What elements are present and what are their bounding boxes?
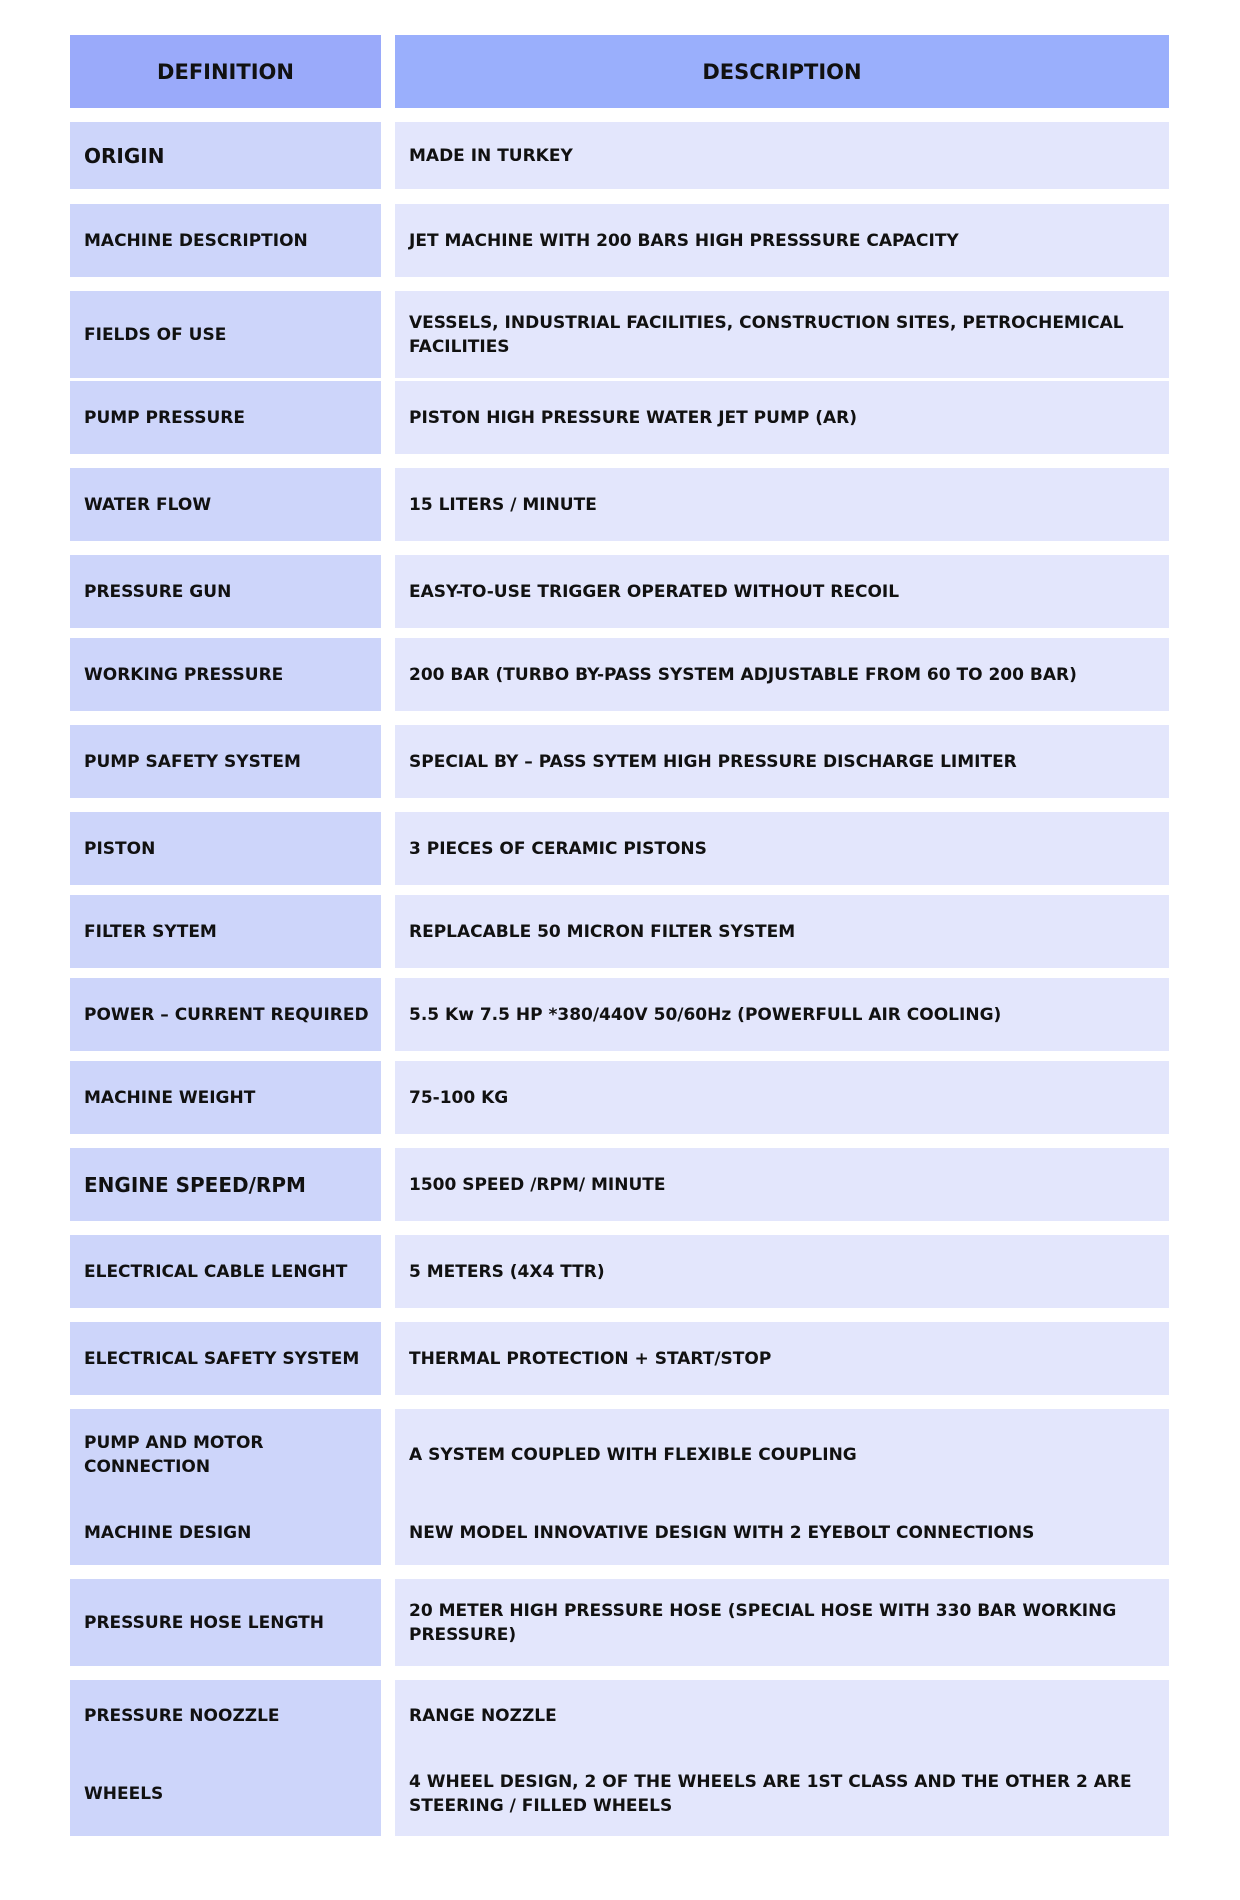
definition-cell: PUMP SAFETY SYSTEM — [70, 725, 381, 798]
description-cell: EASY-TO-USE TRIGGER OPERATED WITHOUT RECOIL — [395, 555, 1169, 628]
definition-cell: PRESSURE GUN — [70, 555, 381, 628]
description-cell: MADE IN TURKEY — [395, 122, 1169, 189]
description-cell: 20 METER HIGH PRESSURE HOSE (SPECIAL HOSE WITH 330 BAR WORKING PRESSURE) — [395, 1579, 1169, 1666]
description-cell: NEW MODEL INNOVATIVE DESIGN WITH 2 EYEBOLT CONNECTIONS — [409, 1523, 1035, 1543]
description-cell: VESSELS, INDUSTRIAL FACILITIES, CONSTRUCTION SITES, PETROCHEMICAL FACILITIES — [395, 291, 1169, 378]
header-definition: DEFINITION — [70, 35, 381, 108]
definition-cell: PUMP AND MOTOR CONNECTION — [84, 1433, 264, 1477]
definition-cell: FILTER SYTEM — [70, 895, 381, 968]
description-cell: A SYSTEM COUPLED WITH FLEXIBLE COUPLING — [409, 1445, 857, 1465]
description-cell: REPLACABLE 50 MICRON FILTER SYSTEM — [395, 895, 1169, 968]
definition-cell: ORIGIN — [70, 122, 381, 189]
definition-cell: MACHINE DESIGN — [84, 1523, 252, 1543]
description-cell: 75-100 KG — [395, 1061, 1169, 1134]
definition-cell: ELECTRICAL SAFETY SYSTEM — [70, 1322, 381, 1395]
header-description: DESCRIPTION — [395, 35, 1169, 108]
description-cell: 200 BAR (TURBO BY-PASS SYSTEM ADJUSTABLE FROM 60 TO 200 BAR) — [395, 638, 1169, 711]
definition-cell: ENGINE SPEED/RPM — [70, 1148, 381, 1221]
definition-cell: FIELDS OF USE — [70, 291, 381, 378]
definition-cell: POWER – CURRENT REQUIRED — [70, 978, 381, 1051]
definition-cell: MACHINE DESCRIPTION — [70, 204, 381, 277]
definition-block — [70, 1409, 381, 1565]
definition-cell: WHEELS — [84, 1784, 164, 1804]
description-cell: JET MACHINE WITH 200 BARS HIGH PRESSSURE CAPACITY — [395, 204, 1169, 277]
definition-cell: ELECTRICAL CABLE LENGHT — [70, 1235, 381, 1308]
definition-cell: PISTON — [70, 812, 381, 885]
definition-cell: PRESSURE HOSE LENGTH — [70, 1579, 381, 1666]
description-cell: 3 PIECES OF CERAMIC PISTONS — [395, 812, 1169, 885]
description-block — [395, 1409, 1169, 1565]
definition-cell: WORKING PRESSURE — [70, 638, 381, 711]
description-cell: 4 WHEEL DESIGN, 2 OF THE WHEELS ARE 1ST CLASS AND THE OTHER 2 ARE STEERING / FILLED WHEELS — [409, 1772, 1132, 1816]
description-cell: RANGE NOZZLE — [409, 1706, 557, 1726]
definition-cell: WATER FLOW — [70, 468, 381, 541]
definition-cell: MACHINE WEIGHT — [70, 1061, 381, 1134]
definition-cell: PUMP PRESSURE — [70, 381, 381, 454]
definition-cell: PRESSURE NOOZZLE — [84, 1706, 280, 1726]
description-cell: 5.5 Kw 7.5 HP *380/440V 50/60Hz (POWERFULL AIR COOLING) — [395, 978, 1169, 1051]
description-cell: THERMAL PROTECTION + START/STOP — [395, 1322, 1169, 1395]
description-cell: 5 METERS (4X4 TTR) — [395, 1235, 1169, 1308]
description-block — [395, 1680, 1169, 1836]
definition-block — [70, 1680, 381, 1836]
description-cell: PISTON HIGH PRESSURE WATER JET PUMP (AR) — [395, 381, 1169, 454]
description-cell: SPECIAL BY – PASS SYTEM HIGH PRESSURE DISCHARGE LIMITER — [395, 725, 1169, 798]
description-cell: 1500 SPEED /RPM/ MINUTE — [395, 1148, 1169, 1221]
description-cell: 15 LITERS / MINUTE — [395, 468, 1169, 541]
